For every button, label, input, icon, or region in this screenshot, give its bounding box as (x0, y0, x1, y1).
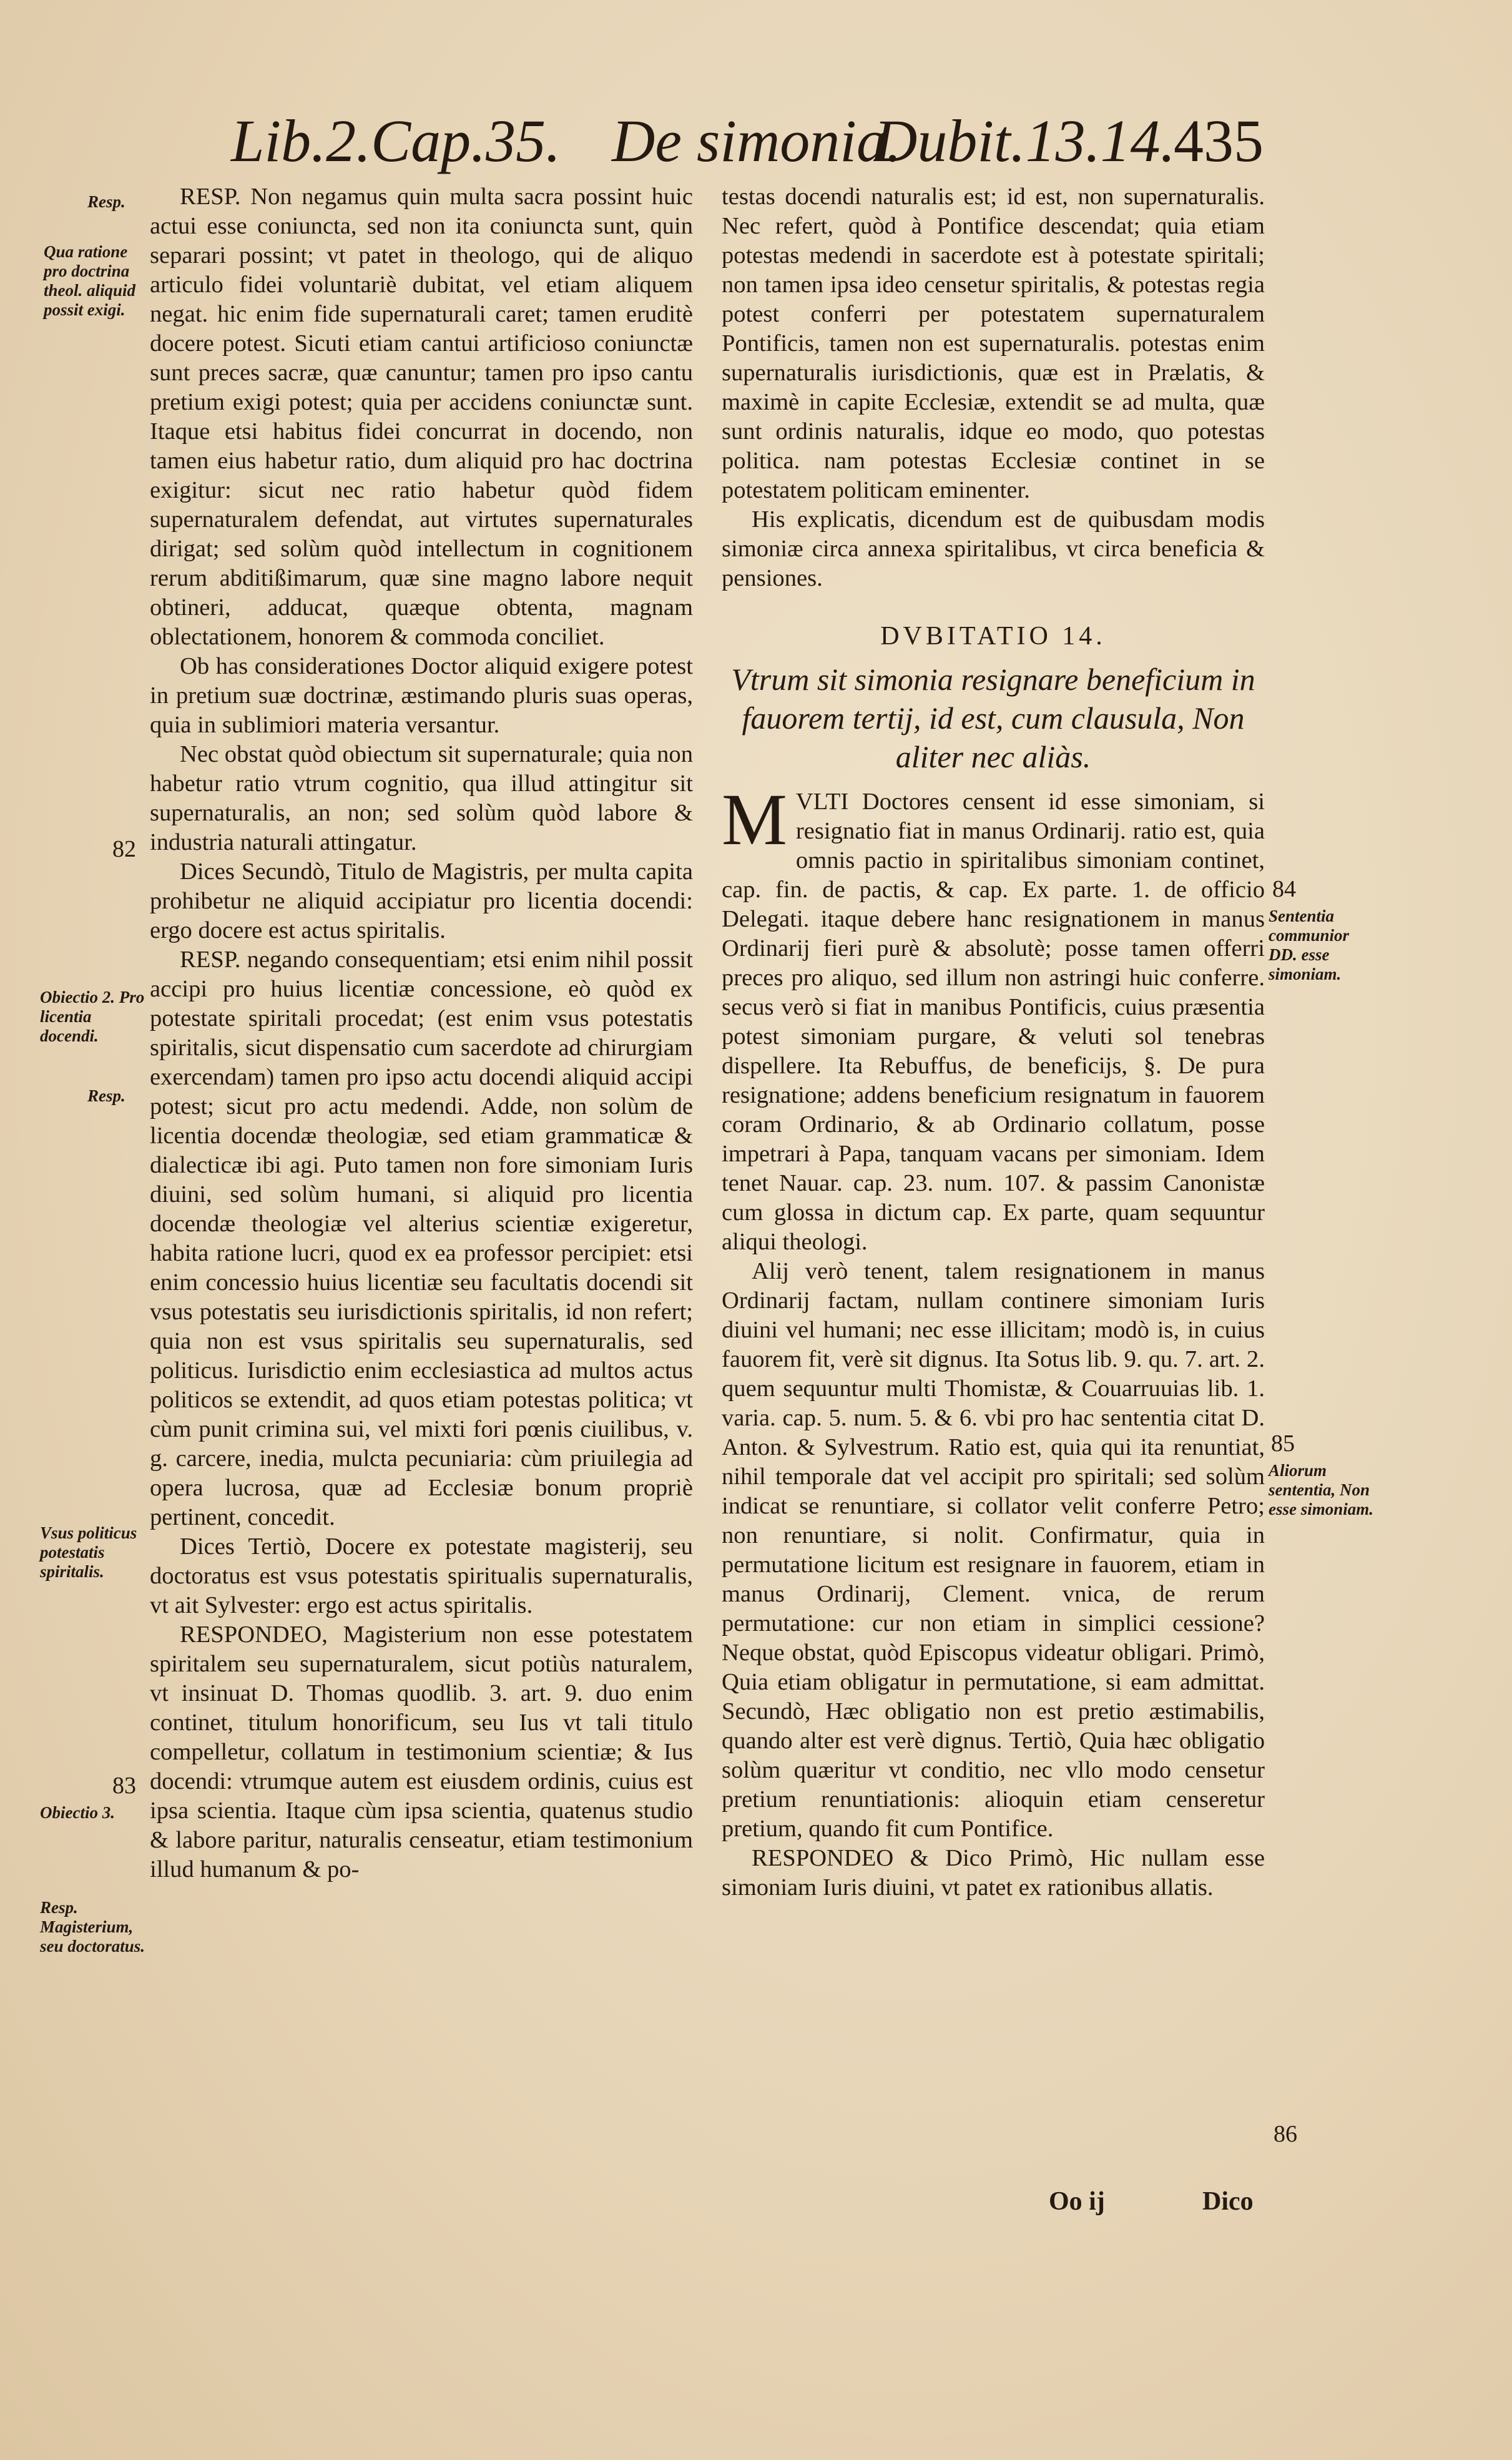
paragraph: Nec obstat quòd obiectum sit supernaturale; quia non habetur ratio vtrum cognitio, qua illud attingitur sit supernaturalis, an non; sed solùm quòd labore & industria naturali attingatur. (150, 741, 693, 855)
paragraph-number-82: 82 (112, 836, 136, 862)
paragraph: RESPONDEO & Dico Primò, Hic nullam esse simoniam Iuris diuini, vt patet ex rationibus allatis. (722, 1845, 1265, 1901)
margin-note-resp-2: Resp. (87, 1086, 125, 1105)
signature-mark: Oo ij (1049, 2187, 1105, 2216)
margin-note-sententia-communior: Sententia communior DD. esse simoniam. (1269, 907, 1350, 983)
paragraph: Dices Secundò, Titulo de Magistris, per multa capita prohibetur ne aliquid accipiatur pro licentia docendi: ergo docere est actus spiritalis. (150, 859, 693, 943)
margin-note-magisterium: Resp. Magisterium, seu doctoratus. (40, 1898, 145, 1956)
page-number: 435 (1174, 107, 1264, 174)
margin-note-obiectio-2: Obiectio 2. Pro licentia docendi. (40, 988, 145, 1045)
paragraph: testas docendi naturalis est; id est, non supernaturalis. Nec refert, quòd à Pontifice descendat; quia etiam potestas medendi in sacerdote est à potestate spiritali; non tamen ipsa ideo censetur spiritalis, & potestas regia potest conferri per potestatem supernaturalem Pontificis, tamen non est supernaturalis. potestas enim supernaturalis iurisdictionis, quæ est in Prælatis, & maximè in capite Ecclesiæ, extendit se ad multa, quæ sunt ordinis naturalis, idque eo modo, quo potestas politica. nam potestas Ecclesiæ continet in se potestatem politicam eminenter. (722, 184, 1265, 503)
paragraph-number-84: 84 (1272, 876, 1296, 902)
left-column (150, 182, 693, 1884)
paragraph: RESPONDEO, Magisterium non esse potestatem spiritalem seu supernaturalem, sicut potiùs naturalem, vt insinuat D. Thomas quodlib. 3. art. 9. duo enim continet, titulum honorificum, seu Ius vt tali titulo compelletur, collatum in testimonium scientiæ; & Ius docendi: vtrumque autem est eiusdem ordinis, cuius est ipsa scientia. Itaque cùm ipsa scientia, quatenus studio & labore paritur, naturalis censeatur, etiam testimonium illud humanum & po- (150, 1621, 693, 1882)
paragraph: His explicatis, dicendum est de quibusdam modis simoniæ circa annexa spiritalibus, vt circa beneficia & pensiones. (722, 506, 1265, 591)
margin-note-vsus-politicus: Vsus politicus potestatis spiritalis. (40, 1523, 137, 1581)
header-section: Dubit.13.14. (874, 107, 1176, 174)
section-question: Vtrum sit simonia resignare beneficium in fauorem tertij, id est, cum clausula, Non aliter nec aliàs. (731, 662, 1255, 774)
paragraph: Ob has considerationes Doctor aliquid exigere potest in pretium suæ doctrinæ, æstimando pluris suas operas, quia in sublimiori materia versantur. (150, 653, 693, 738)
margin-note-aliorum-sententia: Aliorum sententia, Non esse simoniam. (1269, 1461, 1374, 1518)
paragraph-number-86: 86 (1274, 2121, 1297, 2147)
header-topic: De simonia. (612, 107, 901, 174)
paragraph: RESP. Non negamus quin multa sacra possint huic actui esse coniuncta, sed non ita coniuncta sunt, quin separari possint; vt patet in theologo, qui de aliquo articulo fidei voluntariè dubitat, vel etiam aliquem negat. hic enim fide supernaturali caret; tamen eruditè docere potest. Sicuti etiam cantui artificioso coniunctæ sunt preces sacræ, quæ canuntur; tamen pro ipso cantu pretium exigi potest; quia per accidens coniunctæ sunt. Itaque etsi habitus fidei concurrat in docendo, non tamen eius habetur ratio, dum aliquid pro hac doctrina exigitur: sicut nec ratio habetur quòd fidem supernaturalem defendat, aut virtutes supernaturales dirigat; sed solùm quòd intellectum in cognitionem rerum abditißimarum, quæ sine magno labore nequit obtineri, adducat, quæque obtenta, magnam oblectationem, honorem & commoda conciliet. (150, 184, 693, 650)
margin-note-obiectio-3: Obiectio 3. (40, 1803, 115, 1822)
running-header (0, 100, 1512, 181)
paragraph: Dices Tertiò, Docere ex potestate magisterij, seu doctoratus est vsus potestatis spiritualis supernaturalis, vt ait Sylvester: ergo est actus spiritalis. (150, 1533, 693, 1618)
paragraph: RESP. negando consequentiam; etsi enim nihil possit accipi pro huius licentiæ concessione, eò quòd ex potestate spiritali procedat; (est enim vsus potestatis spiritalis, sicut dispensatio cum sacerdote ad chirurgiam exercendam) tamen pro ipso actu docendi aliquid accipi potest; sicut pro actu medendi. Adde, non solùm de licentia docendæ theologiæ, sed etiam grammaticæ & dialecticæ ibi agi. Puto tamen non fore simoniam Iuris diuini, sed solùm humani, si aliquid pro licentia docendæ theologiæ vel alterius scientiæ exigeretur, habita ratione lucri, quod ex ea professor percipiet: etsi enim concessio huius licentiæ seu facultatis docendi sit vsus potestatis seu iurisdictionis spiritalis, id non refert; quia non est vsus spiritalis seu supernaturalis, sed politicus. Iurisdictio enim ecclesiastica ad multos actus politicos se extendit, ad quos etiam potestas politica; vt cùm punit crimina sui, vel mixti fori pœnis ciuilibus, v. g. carcere, inedia, mulcta pecuniaria: cùm priuilegia ad opera lucrosa, quæ ad Ecclesiæ bonum propriè pertinent, concedit. (150, 947, 693, 1530)
section-heading: DVBITATIO 14. (880, 622, 1106, 651)
margin-note-doctrina: Qua ratione pro doctrina theol. aliquid possit exigi. (44, 242, 136, 319)
right-column (722, 182, 1265, 1902)
paragraph-number-85: 85 (1271, 1430, 1295, 1457)
catchword: Dico (1202, 2187, 1254, 2216)
margin-note-resp-1: Resp. (87, 192, 125, 211)
paragraph-text: VLTI Doctores censent id esse simoniam, si resignatio fiat in manus Ordinarij. ratio est, quia omnis pactio in spiritalibus simoniam continet, cap. fin. de pactis, & cap. Ex parte. 1. de officio Delegati. itaque debere hanc resignationem in manus Ordinarij fieri purè & absolutè; posse tamen offerri preces pro aliquo, sed illum non astringi huic conferre. secus verò si fiat in manibus Pontificis, cuius præsentia potest simoniam purgare, & veluti sol tenebras dispellere. Ita Rebuffus, de beneficijs, §. De pura resignatione; addens beneficium resignatum in fauorem coram Ordinario, & ab Ordinario collatum, posse impetrari à Papa, tanquam vacans per simoniam. Idem tenet Nauar. cap. 23. num. 107. & passim Canonistæ cum glossa in dictum cap. Ex parte, quam sequuntur aliqui theologi. (722, 789, 1265, 1255)
paragraph: Alij verò tenent, talem resignationem in manus Ordinarij factam, nullam continere simoniam Iuris diuini vel humani; nec esse illicitam; modò is, in cuius fauorem fit, verè sit dignus. Ita Sotus lib. 9. qu. 7. art. 2. quem sequuntur multi Thomistæ, & Couarruuias lib. 1. varia. cap. 5. num. 5. & 6. vbi pro hac sententia citat D. Anton. & Sylvestrum. Ratio est, quia qui ita renuntiat, nihil temporale dat vel accipit pro spiritali; sed solùm indicat se renuntiare, si collator velit conferre Petro; non renuntiare, si nolit. Confirmatur, quia in permutatione licitum est resignare in fauorem, etiam in manus Ordinarij, Clement. vnica, de rerum permutatione: cur non etiam in simplici cessione? Neque obstat, quòd Episcopus videatur obligari. Primò, Quia etiam obligatur in permutatione, si eam admittat. Secundò, Hæc obligatio non est pretio æstimabilis, quando alter est verè dignus. Tertiò, Quia hæc obligatio solùm quæritur vt conditio, nec vllo modo censetur pretium renuntiationis: alioquin etiam censeretur pretium, quando fit cum Pontifice. (722, 1258, 1265, 1842)
paragraph-with-dropcap (722, 779, 1265, 1257)
header-book: Lib.2.Cap.35. (231, 107, 561, 174)
drop-cap: M (722, 779, 787, 860)
paragraph-number-83: 83 (112, 1773, 136, 1799)
